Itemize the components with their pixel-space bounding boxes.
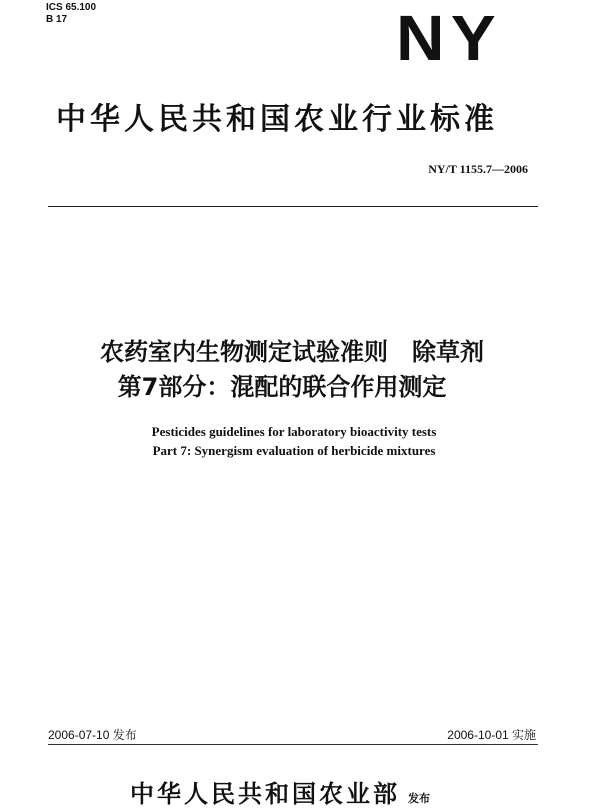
title-cn-line1: 农药室内生物测定试验准则 除草剂 [100,338,484,366]
org-title: 中华人民共和国农业行业标准 [56,102,498,137]
bottom-divider [48,744,538,745]
implement-date: 2006-10-01 实施 [447,728,536,742]
issue-date: 2006-07-10 发布 [48,728,137,742]
title-en-line2: Part 7: Synergism evaluation of herbicide mixtures [152,443,436,458]
classification-codes [46,2,96,26]
standard-number: NY/T 1155.7—2006 [428,162,528,176]
ics-code: ICS 65.100 [46,2,97,13]
title-cn-line2: 第7部分：混配的联合作用测定 [117,373,447,401]
publisher-suffix: 发布 [408,792,430,805]
ny-logo: NY [396,2,502,74]
ccs-code: B 17 [46,14,68,25]
publisher-name: 中华人民共和国农业部 [130,780,400,808]
title-en-line1: Pesticides guidelines for laboratory bioactivity tests [151,424,437,439]
top-divider [48,206,538,207]
publisher [130,774,430,809]
